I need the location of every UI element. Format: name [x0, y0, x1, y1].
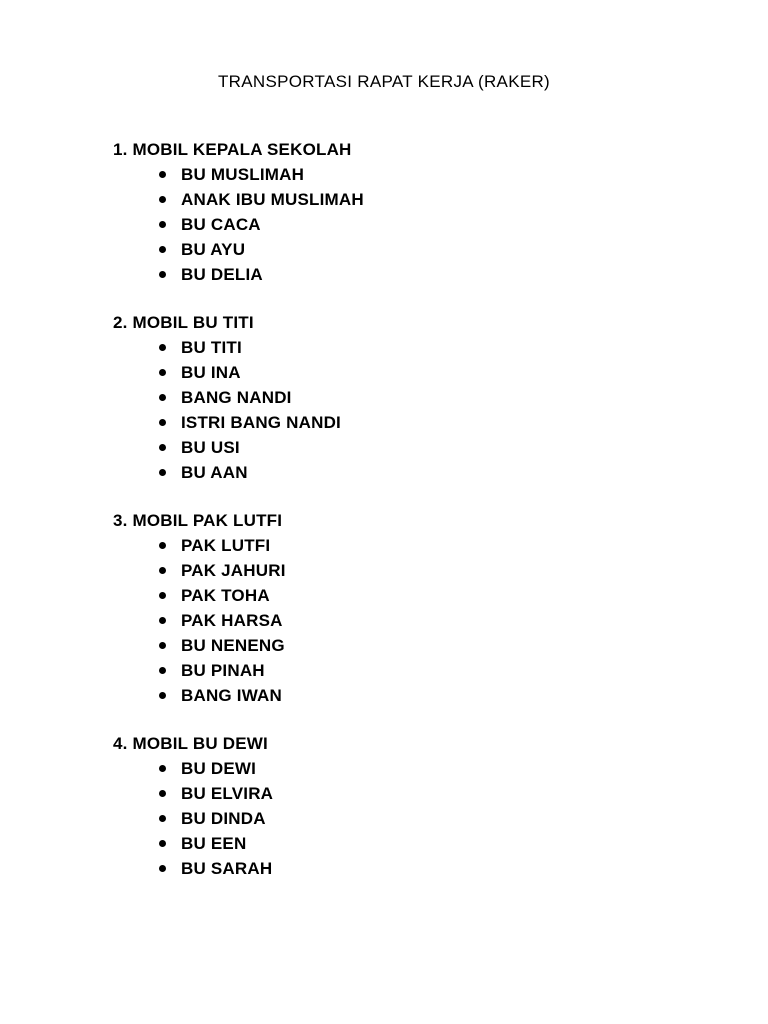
member-name: PAK HARSA: [181, 611, 283, 630]
list-item: [113, 162, 713, 187]
list-item: [113, 658, 713, 683]
list-item: [113, 212, 713, 237]
list-item: [113, 460, 713, 485]
bullet-icon: [159, 542, 166, 549]
member-name: BU SARAH: [181, 859, 273, 878]
bullet-icon: [159, 592, 166, 599]
list-item: [113, 385, 713, 410]
member-list: [113, 756, 713, 881]
bullet-icon: [159, 815, 166, 822]
bullet-icon: [159, 196, 166, 203]
member-name: PAK LUTFI: [181, 536, 271, 555]
member-list: [113, 533, 713, 708]
member-name: BU MUSLIMAH: [181, 165, 305, 184]
member-name: BANG IWAN: [181, 686, 282, 705]
member-name: BANG NANDI: [181, 388, 292, 407]
group-heading: 2. MOBIL BU TITI: [113, 313, 254, 332]
bullet-icon: [159, 469, 166, 476]
vehicle-group: [113, 508, 713, 708]
bullet-icon: [159, 765, 166, 772]
list-item: [113, 756, 713, 781]
bullet-icon: [159, 642, 166, 649]
vehicle-groups: [113, 137, 713, 904]
member-name: BU INA: [181, 363, 241, 382]
member-name: ISTRI BANG NANDI: [181, 413, 341, 432]
bullet-icon: [159, 271, 166, 278]
bullet-icon: [159, 790, 166, 797]
bullet-icon: [159, 369, 166, 376]
document-title: TRANSPORTASI RAPAT KERJA (RAKER): [217, 72, 551, 91]
list-item: [113, 806, 713, 831]
member-name: BU DEWI: [181, 759, 257, 778]
member-name: BU PINAH: [181, 661, 265, 680]
list-item: [113, 583, 713, 608]
list-item: [113, 533, 713, 558]
bullet-icon: [159, 246, 166, 253]
list-item: [113, 781, 713, 806]
list-item: [113, 831, 713, 856]
group-heading: 1. MOBIL KEPALA SEKOLAH: [113, 140, 352, 159]
member-name: BU NENENG: [181, 636, 285, 655]
bullet-icon: [159, 865, 166, 872]
member-name: PAK TOHA: [181, 586, 270, 605]
bullet-icon: [159, 419, 166, 426]
member-name: ANAK IBU MUSLIMAH: [181, 190, 364, 209]
list-item: [113, 633, 713, 658]
bullet-icon: [159, 692, 166, 699]
member-name: BU ELVIRA: [181, 784, 274, 803]
member-name: BU USI: [181, 438, 240, 457]
list-item: [113, 608, 713, 633]
member-list: [113, 162, 713, 287]
bullet-icon: [159, 667, 166, 674]
member-list: [113, 335, 713, 485]
bullet-icon: [159, 171, 166, 178]
member-name: BU AAN: [181, 463, 248, 482]
list-item: [113, 360, 713, 385]
list-item: [113, 558, 713, 583]
group-heading: 4. MOBIL BU DEWI: [113, 734, 268, 753]
member-name: PAK JAHURI: [181, 561, 286, 580]
list-item: [113, 335, 713, 360]
list-item: [113, 683, 713, 708]
bullet-icon: [159, 567, 166, 574]
vehicle-group: [113, 137, 713, 287]
member-name: BU CACA: [181, 215, 261, 234]
bullet-icon: [159, 617, 166, 624]
member-name: BU TITI: [181, 338, 242, 357]
bullet-icon: [159, 444, 166, 451]
bullet-icon: [159, 840, 166, 847]
list-item: [113, 856, 713, 881]
group-heading: 3. MOBIL PAK LUTFI: [113, 511, 283, 530]
list-item: [113, 435, 713, 460]
member-name: BU DINDA: [181, 809, 266, 828]
vehicle-group: [113, 310, 713, 485]
bullet-icon: [159, 344, 166, 351]
member-name: BU EEN: [181, 834, 247, 853]
vehicle-group: [113, 731, 713, 881]
member-name: BU DELIA: [181, 265, 263, 284]
member-name: BU AYU: [181, 240, 246, 259]
list-item: [113, 237, 713, 262]
bullet-icon: [159, 221, 166, 228]
bullet-icon: [159, 394, 166, 401]
list-item: [113, 262, 713, 287]
list-item: [113, 410, 713, 435]
list-item: [113, 187, 713, 212]
